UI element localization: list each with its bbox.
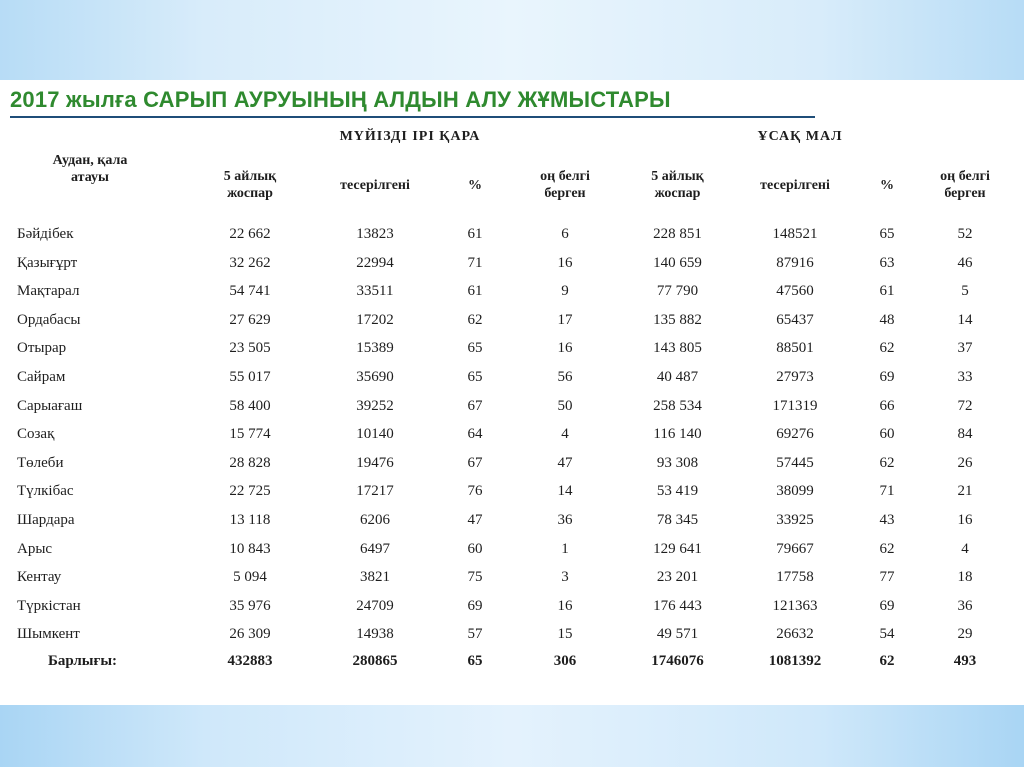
cattle-positive-cell: 3	[561, 569, 569, 586]
district-name-cell: Түлкібас	[17, 483, 74, 500]
sheep-positive-cell: 46	[957, 254, 973, 271]
sheep-positive-cell: 33	[957, 368, 973, 385]
cattle-positive-cell: 16	[557, 597, 573, 614]
sheep-tested-cell: 148521	[772, 226, 818, 242]
cattle-positive-cell: 56	[557, 368, 573, 385]
total-cattle-tested: 280865	[352, 653, 398, 669]
sheep-tested-cell: 121363	[772, 597, 818, 614]
sheep-plan-cell: 23 201	[656, 569, 699, 586]
sheep-positive-cell: 4	[961, 540, 969, 557]
header-sheep-plan-line2: жоспар	[654, 186, 701, 201]
header-cattle-plan-line2: жоспар	[227, 186, 273, 201]
sheep-positive-cell: 5	[961, 283, 969, 300]
total-sheep-percent: 62	[879, 653, 895, 669]
cattle-plan-cell: 26 309	[229, 626, 271, 643]
sheep-plan-cell: 258 534	[653, 397, 702, 414]
table-row	[0, 564, 1024, 593]
sheep-plan-cell: 129 641	[653, 540, 702, 557]
sheep-percent-cell: 62	[879, 540, 895, 557]
header-sheep-positive	[920, 168, 1010, 202]
slide-title: 2017 жылға САРЫП АУРУЫНЫҢ АЛДЫН АЛУ ЖҰМЫСТАРЫ	[10, 87, 671, 112]
header-cattle-plan	[200, 168, 300, 202]
district-name-cell: Мақтарал	[17, 283, 80, 300]
cattle-tested-cell: 17202	[356, 311, 394, 328]
sheep-positive-cell: 52	[957, 226, 973, 242]
sheep-tested-cell: 17758	[776, 569, 814, 586]
total-cattle-positive: 306	[553, 653, 577, 669]
table-row	[0, 450, 1024, 479]
sheep-percent-cell: 69	[879, 597, 895, 614]
cattle-percent-cell: 76	[467, 483, 483, 500]
sheep-plan-cell: 140 659	[653, 254, 702, 271]
table-row	[0, 335, 1024, 364]
cattle-positive-cell: 16	[557, 254, 573, 271]
district-name-cell: Шымкент	[17, 626, 80, 643]
cattle-plan-cell: 10 843	[229, 540, 271, 557]
sheep-plan-cell: 116 140	[653, 426, 702, 443]
cattle-positive-cell: 17	[557, 311, 573, 328]
total-cattle-percent: 65	[467, 653, 483, 669]
sheep-tested-cell: 38099	[776, 483, 814, 500]
header-cattle-positive-line2: берген	[544, 186, 586, 201]
total-cattle-plan: 432883	[227, 653, 273, 669]
district-name-cell: Түркістан	[17, 597, 81, 614]
cattle-tested-cell: 24709	[356, 597, 394, 614]
sheep-positive-cell: 84	[957, 426, 973, 443]
cattle-plan-cell: 55 017	[229, 368, 271, 385]
sheep-tested-cell: 79667	[776, 540, 814, 557]
header-sheep-percent: %	[880, 178, 894, 193]
sheep-percent-cell: 65	[879, 226, 895, 242]
table-row	[0, 621, 1024, 650]
cattle-positive-cell: 36	[557, 511, 573, 528]
header-district	[20, 152, 160, 186]
cattle-positive-cell: 4	[561, 426, 569, 443]
sheep-positive-cell: 37	[957, 340, 973, 357]
group-header-sheep: ҰСАҚ МАЛ	[757, 129, 843, 144]
cattle-positive-cell: 14	[557, 483, 573, 500]
sheep-tested-cell: 27973	[776, 368, 814, 385]
district-name-cell: Созақ	[17, 426, 55, 443]
cattle-plan-cell: 13 118	[229, 511, 271, 528]
table-row	[0, 593, 1024, 622]
sheep-plan-cell: 53 419	[656, 483, 699, 500]
sheep-tested-cell: 26632	[776, 626, 814, 643]
sheep-percent-cell: 61	[879, 283, 895, 300]
title-underline	[10, 116, 815, 118]
table-row	[0, 507, 1024, 536]
header-cattle-tested: тесерілгені	[340, 178, 410, 193]
header-sheep-tested: тесерілгені	[760, 178, 830, 193]
sheep-tested-cell: 47560	[776, 283, 814, 300]
cattle-plan-cell: 32 262	[229, 254, 271, 271]
sheep-positive-cell: 36	[957, 597, 973, 614]
sheep-tested-cell: 69276	[776, 426, 814, 443]
cattle-plan-cell: 15 774	[229, 426, 271, 443]
sheep-positive-cell: 21	[957, 483, 973, 500]
sheep-tested-cell: 57445	[776, 454, 814, 471]
cattle-plan-cell: 22 725	[229, 483, 271, 500]
bottom-decor-band	[0, 705, 1024, 767]
cattle-percent-cell: 61	[467, 283, 483, 300]
sheep-plan-cell: 135 882	[653, 311, 702, 328]
cattle-tested-cell: 39252	[356, 397, 394, 414]
cattle-tested-cell: 33511	[356, 283, 394, 300]
cattle-percent-cell: 67	[467, 397, 483, 414]
sheep-percent-cell: 77	[879, 569, 895, 586]
sheep-percent-cell: 69	[879, 368, 895, 385]
cattle-plan-cell: 22 662	[229, 226, 271, 242]
sheep-percent-cell: 54	[879, 626, 895, 643]
table-row	[0, 250, 1024, 279]
header-district-line2: атауы	[71, 170, 109, 185]
header-district-line1: Аудан, қала	[52, 153, 128, 168]
district-name-cell: Ордабасы	[17, 311, 81, 328]
cattle-plan-cell: 28 828	[229, 454, 271, 471]
sheep-percent-cell: 71	[879, 483, 895, 500]
district-name-cell: Шардара	[17, 511, 75, 528]
cattle-percent-cell: 65	[467, 368, 483, 385]
district-name-cell: Бәйдібек	[17, 226, 74, 242]
cattle-positive-cell: 16	[557, 340, 573, 357]
cattle-percent-cell: 69	[467, 597, 483, 614]
cattle-tested-cell: 6497	[360, 540, 390, 557]
sheep-positive-cell: 26	[957, 454, 973, 471]
cattle-positive-cell: 1	[561, 540, 569, 557]
sheep-tested-cell: 65437	[776, 311, 814, 328]
header-cattle-plan-line1: 5 айлық	[223, 169, 277, 184]
sheep-plan-cell: 40 487	[656, 368, 699, 385]
cattle-tested-cell: 17217	[356, 483, 394, 500]
cattle-plan-cell: 23 505	[229, 340, 271, 357]
cattle-tested-cell: 6206	[360, 511, 390, 528]
sheep-positive-cell: 18	[957, 569, 973, 586]
sheep-positive-cell: 14	[957, 311, 973, 328]
sheep-plan-cell: 176 443	[653, 597, 702, 614]
sheep-plan-cell: 143 805	[653, 340, 702, 357]
table-row	[0, 478, 1024, 507]
cattle-plan-cell: 27 629	[229, 311, 271, 328]
table-row	[0, 393, 1024, 422]
cattle-tested-cell: 15389	[356, 340, 394, 357]
sheep-tested-cell: 33925	[776, 511, 814, 528]
sheep-percent-cell: 60	[879, 426, 895, 443]
sheep-tested-cell: 88501	[776, 340, 814, 357]
sheep-plan-cell: 93 308	[656, 454, 699, 471]
header-sheep-plan-line1: 5 айлық	[651, 169, 704, 184]
sheep-plan-cell: 228 851	[653, 226, 702, 242]
sheep-percent-cell: 48	[879, 311, 895, 328]
cattle-percent-cell: 65	[467, 340, 483, 357]
cattle-tested-cell: 14938	[356, 626, 394, 643]
district-name-cell: Төлеби	[17, 454, 64, 471]
table-row	[0, 278, 1024, 307]
district-name-cell: Арыс	[17, 540, 53, 557]
total-sheep-tested: 1081392	[768, 653, 822, 669]
table-row	[0, 307, 1024, 336]
sheep-percent-cell: 62	[879, 340, 895, 357]
table-body	[0, 221, 1024, 650]
cattle-percent-cell: 57	[467, 626, 483, 643]
cattle-positive-cell: 47	[557, 454, 573, 471]
cattle-tested-cell: 19476	[356, 454, 394, 471]
district-name-cell: Кентау	[17, 569, 62, 586]
cattle-plan-cell: 35 976	[229, 597, 271, 614]
cattle-positive-cell: 6	[561, 226, 569, 242]
cattle-percent-cell: 61	[467, 226, 483, 242]
sheep-positive-cell: 72	[957, 397, 973, 414]
header-cattle-percent: %	[468, 178, 482, 193]
slide	[0, 80, 1024, 705]
cattle-positive-cell: 9	[561, 283, 569, 300]
header-cattle-positive-line1: оң белгі	[540, 169, 590, 184]
cattle-percent-cell: 64	[467, 426, 483, 443]
cattle-tested-cell: 13823	[356, 226, 394, 242]
total-sheep-plan: 1746076	[651, 653, 704, 669]
sheep-positive-cell: 29	[957, 626, 973, 643]
sheep-tested-cell: 87916	[776, 254, 814, 271]
cattle-tested-cell: 35690	[356, 368, 394, 385]
total-label: Барлығы:	[48, 653, 118, 669]
sheep-percent-cell: 66	[879, 397, 895, 414]
sheep-plan-cell: 77 790	[656, 283, 699, 300]
sheep-percent-cell: 43	[879, 511, 895, 528]
district-name-cell: Қазығұрт	[17, 254, 78, 271]
total-row	[0, 650, 1024, 678]
cattle-plan-cell: 58 400	[229, 397, 271, 414]
sheep-percent-cell: 63	[879, 254, 895, 271]
table-row	[0, 221, 1024, 250]
district-name-cell: Сарыағаш	[17, 397, 83, 414]
cattle-positive-cell: 50	[557, 397, 573, 414]
header-sheep-plan	[625, 168, 730, 202]
total-sheep-positive: 493	[953, 653, 977, 669]
table-row	[0, 536, 1024, 565]
sheep-tested-cell: 171319	[772, 397, 818, 414]
cattle-percent-cell: 62	[467, 311, 483, 328]
cattle-percent-cell: 60	[467, 540, 483, 557]
cattle-tested-cell: 10140	[356, 426, 394, 443]
cattle-percent-cell: 71	[467, 254, 483, 271]
header-cattle-positive	[520, 168, 610, 202]
sheep-positive-cell: 16	[957, 511, 973, 528]
sheep-plan-cell: 78 345	[656, 511, 699, 528]
sheep-percent-cell: 62	[879, 454, 895, 471]
cattle-percent-cell: 47	[467, 511, 483, 528]
table-row	[0, 364, 1024, 393]
cattle-percent-cell: 67	[467, 454, 483, 471]
group-header-cattle: МҮЙІЗДІ ІРІ ҚАРА	[339, 129, 481, 144]
cattle-positive-cell: 15	[557, 626, 573, 643]
district-name-cell: Сайрам	[17, 368, 66, 385]
cattle-tested-cell: 22994	[356, 254, 394, 271]
cattle-percent-cell: 75	[467, 569, 483, 586]
cattle-plan-cell: 5 094	[233, 569, 267, 586]
header-sheep-positive-line1: оң белгі	[940, 169, 990, 184]
cattle-tested-cell: 3821	[360, 569, 390, 586]
sheep-plan-cell: 49 571	[656, 626, 699, 643]
district-name-cell: Отырар	[17, 340, 67, 357]
cattle-plan-cell: 54 741	[229, 283, 271, 300]
top-decor-band	[0, 0, 1024, 80]
table-row	[0, 421, 1024, 450]
header-sheep-positive-line2: берген	[944, 186, 986, 201]
